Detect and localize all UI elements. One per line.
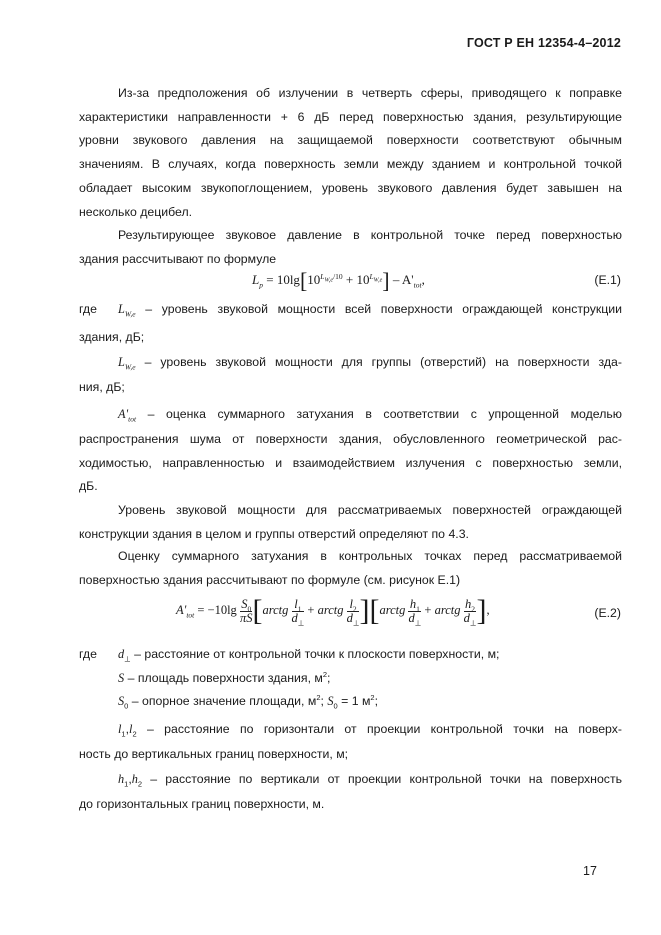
formula-symbol: h — [409, 596, 417, 611]
formula-function: arctg — [262, 602, 289, 617]
text-line: до горизонтальных границ поверхности, м. — [79, 797, 325, 811]
formula-punct: , — [486, 602, 490, 617]
text-line: уровни звукового давления на защищаемой поверхности соответствуют обычным — [79, 133, 622, 148]
formula-e1: $L_p = 10\lg[10^{L_{W,e}/10} + 10^{L_{W,e}}] - A'_{tot}$, — [252, 268, 425, 293]
paragraph-4 — [79, 545, 622, 592]
formula-symbol: d — [408, 610, 415, 625]
formula-punct: , — [421, 271, 425, 287]
definition-s — [118, 667, 330, 691]
text-line: конструкции здания в целом и группы отверстий определяют по 4.3. — [79, 526, 469, 541]
definition-l — [118, 718, 622, 742]
formula-symbol: l — [349, 596, 353, 611]
definition-lwe — [118, 298, 622, 322]
paragraph-2 — [79, 224, 622, 271]
def-subscript: W,e — [124, 309, 136, 319]
definition-s0 — [118, 690, 378, 714]
formula-subscript: 1 — [416, 604, 420, 613]
definition-atot-cont — [79, 428, 622, 499]
formula-symbol: L — [252, 271, 260, 287]
formula-function: arctg — [379, 602, 406, 617]
page-number: 17 — [583, 864, 597, 878]
formula-subscript: 2 — [471, 604, 476, 613]
superscript: 2 — [370, 692, 375, 702]
formula-operator: = −10lg — [197, 602, 237, 617]
superscript: 2 — [322, 669, 328, 679]
text-line: распространения шума от поверхности здания, обусловленного геометрической рас- — [79, 432, 622, 446]
def-text: – площадь поверхности здания, м — [127, 671, 323, 685]
def-subscript: tot — [128, 414, 137, 424]
def-subscript: 0 — [124, 701, 129, 711]
fraction-l1-d — [292, 598, 305, 625]
def-symbol: h — [118, 772, 125, 786]
formula-subscript: p — [259, 280, 263, 290]
def-subscript: 1 — [121, 729, 126, 739]
definition-lwe-group — [118, 351, 622, 375]
formula-exponent-sub: W,e — [324, 277, 334, 284]
equation-number-e2: (E.2) — [594, 606, 621, 620]
def-symbol: A' — [118, 407, 129, 421]
formula-exponent-tail: /10 — [333, 271, 343, 281]
def-text: = 1 м — [341, 694, 371, 708]
punct: ; — [327, 671, 331, 685]
def-text: – расстояние по вертикали от проекции контрольной точки на поверхность — [150, 772, 622, 786]
def-subscript: ⊥ — [124, 654, 131, 664]
equation-number-e1: (E.1) — [594, 273, 621, 287]
def-text: – уровень звуковой мощности для группы (отверстий) на поверхности зда- — [144, 355, 622, 369]
formula-symbol: l — [294, 596, 298, 611]
formula-operator: + 10 — [345, 271, 370, 287]
def-symbol: l — [129, 722, 133, 736]
where-label: где — [79, 302, 97, 316]
def-text: – оценка суммарного затухания в соответствии с упрощенной моделью — [147, 407, 622, 421]
formula-symbol: d — [291, 610, 298, 625]
def-symbol: l — [118, 722, 122, 736]
formula-subscript: ⊥ — [297, 618, 305, 627]
formula-subscript: 0 — [247, 604, 252, 613]
text-line: здания, дБ; — [79, 330, 145, 344]
text-line: значениям. В случаях, когда поверхность земли между зданием и контрольной точкой — [79, 157, 622, 172]
def-symbol: S — [118, 694, 125, 708]
text-line: Результирующее звуковое давление в контрольной точке перед поверхностью — [118, 228, 622, 242]
formula-subscript: ⊥ — [469, 618, 477, 627]
paragraph-1 — [79, 82, 622, 224]
text-line: обладает высоким звукопоглощением, уровень звукового давления будет завышен на — [79, 180, 622, 195]
formula-number: 10 — [307, 271, 321, 287]
superscript: 2 — [316, 692, 321, 702]
formula-symbol: S — [241, 596, 248, 611]
formula-subscript: tot — [186, 610, 195, 620]
formula-function: arctg — [317, 602, 344, 617]
formula-operator: + — [307, 602, 315, 617]
fraction-h1-d — [408, 598, 421, 625]
def-text: – расстояние по горизонтали от проекции контрольной точки на поверх- — [146, 722, 622, 736]
formula-function: arctg — [434, 602, 461, 617]
def-symbol: L — [118, 355, 125, 369]
formula-symbol: d — [463, 610, 470, 625]
def-symbol: L — [118, 302, 125, 316]
formula-operator: + — [424, 602, 432, 617]
punct: , — [125, 722, 130, 736]
def-text: – уровень звуковой мощности всей поверхности ограждающей конструкции — [145, 302, 622, 316]
def-subscript: 2 — [132, 729, 137, 739]
text-line: ходимостью, направленностью и взаимодействием излучения с поверхностью земли, — [79, 455, 622, 470]
formula-exponent: L — [369, 271, 374, 281]
formula-exponent-sub: W,e — [373, 277, 383, 284]
formula-exponent: L — [320, 271, 325, 281]
text-line: ния, дБ; — [79, 380, 125, 394]
text-line: поверхностью здания рассчитывают по формуле (см. рисунок Е.1) — [79, 572, 461, 587]
formula-subscript: 2 — [352, 604, 357, 613]
formula-denominator: πS — [239, 610, 253, 625]
def-subscript: 0 — [333, 701, 338, 711]
def-subscript: W,e — [124, 362, 136, 372]
fraction-s0-pis — [240, 598, 253, 625]
text-line: Оценку суммарного затухания в контрольных точках перед рассматриваемой — [118, 549, 622, 563]
where-label: где — [79, 647, 97, 661]
formula-subscript: tot — [413, 280, 422, 290]
text-line: несколько децибел. — [79, 204, 193, 219]
def-symbol: S — [118, 671, 125, 685]
def-symbol: d — [118, 647, 125, 661]
formula-symbol: d — [346, 610, 353, 625]
formula-operator: – A' — [392, 271, 414, 287]
formula-operator: = 10lg — [266, 271, 300, 287]
def-text: – расстояние от контрольной точки к плоскости поверхности, м; — [134, 647, 500, 661]
definition-d — [118, 643, 499, 667]
formula-e2: $A'_{tot} = -10\lg$ $\frac{S_0}{\pi S}$ [arctg $\frac{l_1}{d_\perp}$ + arctg $\frac{l_2}{d_\perp}$ ][arctg $\frac{h_1}{d_\perp}$ + arctg $\frac{h_2}{d_\perp}$ ], — [176, 594, 490, 627]
definition-h — [118, 768, 622, 792]
definition-atot — [118, 403, 622, 427]
def-symbol: h — [131, 772, 138, 786]
text-line: ность до вертикальных границ поверхности, м; — [79, 747, 349, 761]
def-text: – опорное значение площади, м — [131, 694, 317, 708]
formula-symbol: A' — [176, 602, 187, 617]
text-line: дБ. — [79, 479, 98, 494]
fraction-h2-d — [464, 598, 477, 625]
document-header: ГОСТ Р ЕН 12354-4–2012 — [466, 36, 621, 50]
punct: ; — [320, 694, 324, 708]
text-line: Уровень звуковой мощности для рассматриваемых поверхностей ограждающей — [118, 503, 622, 517]
punct: , — [128, 772, 132, 786]
text-line: здания рассчитывают по формуле — [79, 251, 277, 266]
text-line: характеристики направленности + 6 дБ перед поверхностью здания, результирующие — [79, 109, 622, 124]
formula-subscript: 1 — [297, 604, 302, 613]
formula-subscript: ⊥ — [352, 618, 360, 627]
paragraph-3 — [79, 499, 622, 546]
formula-symbol: h — [465, 596, 472, 611]
fraction-l2-d — [347, 598, 360, 625]
formula-subscript: ⊥ — [414, 618, 422, 627]
def-symbol: S — [327, 694, 334, 708]
def-subscript: 1 — [124, 779, 129, 789]
punct: ; — [374, 694, 378, 708]
text-line: Из-за предположения об излучении в четверть сферы, приводящего к поправке — [118, 86, 622, 100]
def-subscript: 2 — [137, 779, 143, 789]
